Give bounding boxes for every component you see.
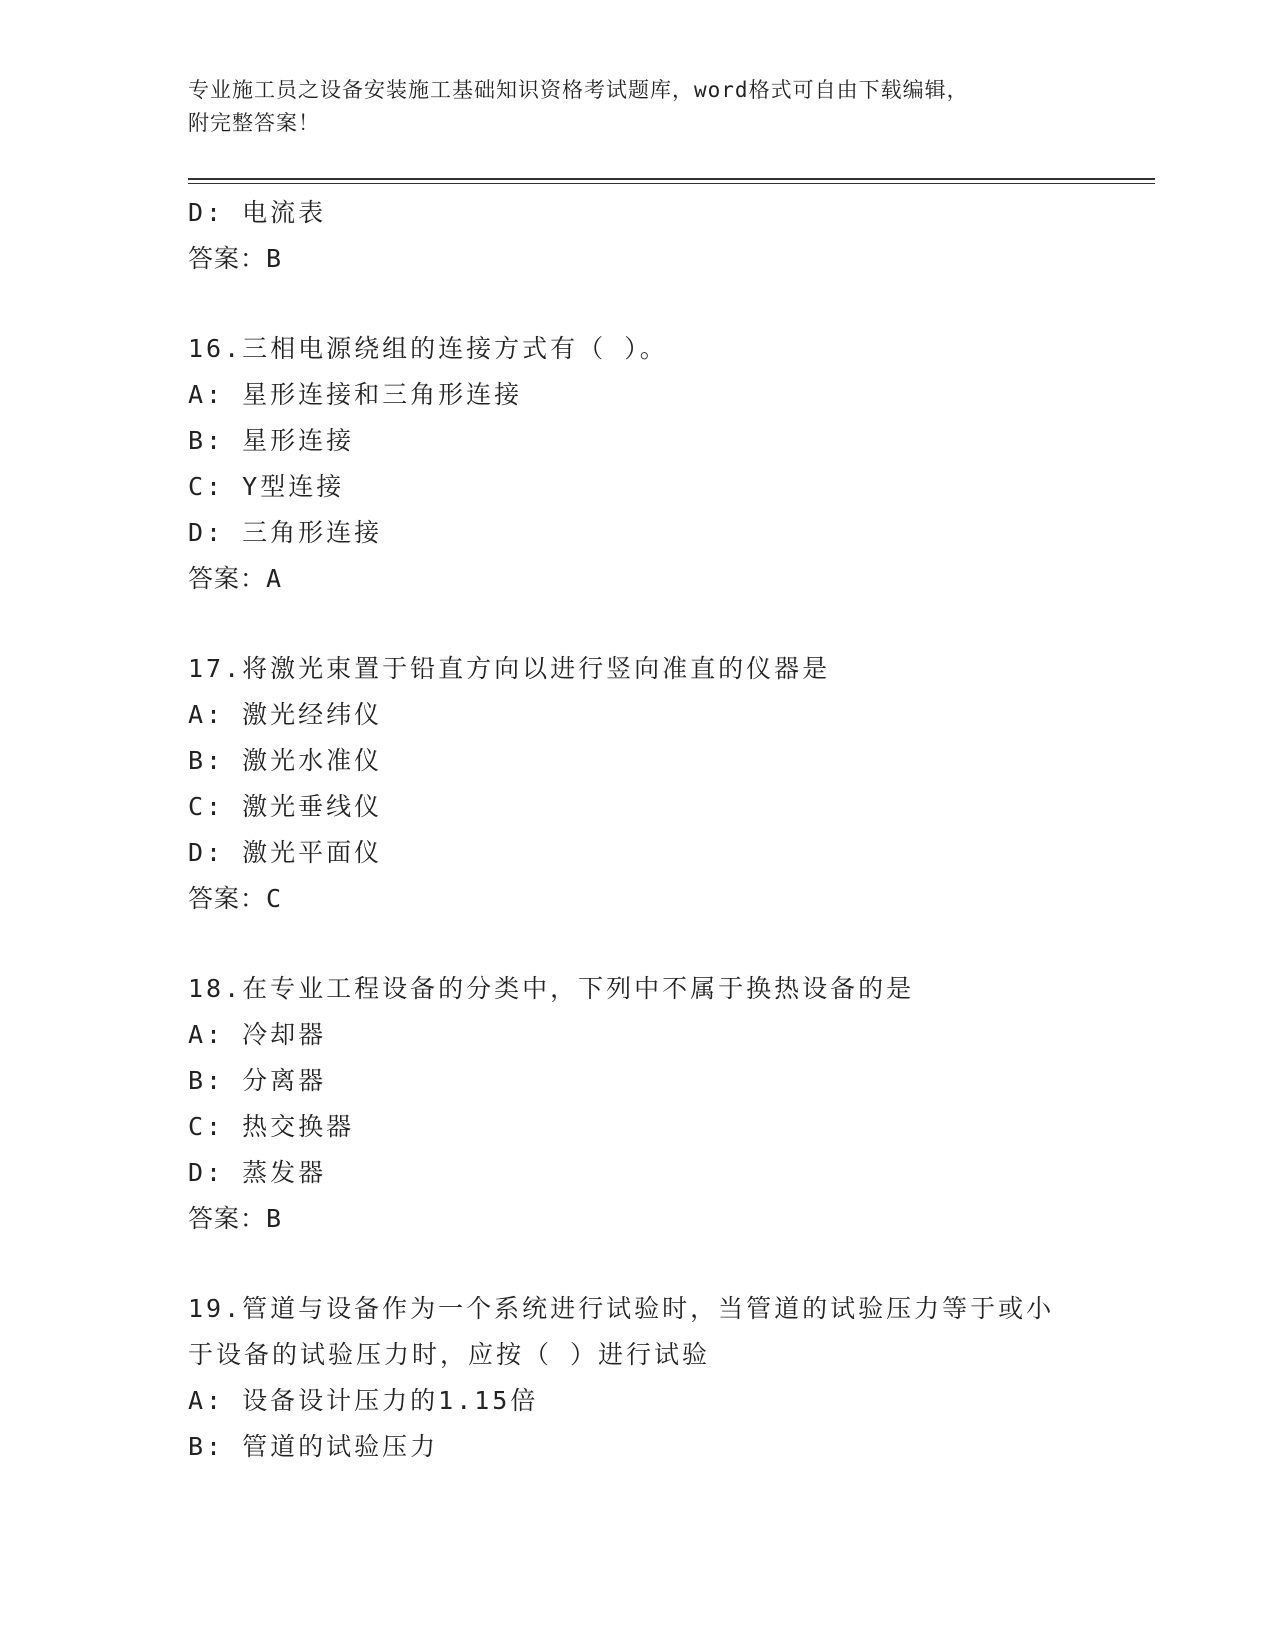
question-text-line-1: 19.管道与设备作为一个系统进行试验时，当管道的试验压力等于或小 bbox=[188, 1294, 1055, 1323]
option-d: D: 三角形连接 bbox=[188, 518, 383, 547]
option-c: C: 激光垂线仪 bbox=[188, 792, 383, 821]
question-18 bbox=[188, 966, 1088, 1242]
option-b: B: 管道的试验压力 bbox=[188, 1432, 439, 1461]
option-c: C: 热交换器 bbox=[188, 1112, 355, 1141]
option-a: A: 冷却器 bbox=[188, 1020, 327, 1049]
option-b: B: 激光水准仪 bbox=[188, 746, 383, 775]
option-a: A: 星形连接和三角形连接 bbox=[188, 380, 523, 409]
option-d: D: 蒸发器 bbox=[188, 1158, 327, 1187]
option-d: D: 电流表 bbox=[188, 198, 327, 227]
question-text: 18.在专业工程设备的分类中，下列中不属于换热设备的是 bbox=[188, 974, 915, 1003]
question-text: 17.将激光束置于铅直方向以进行竖向准直的仪器是 bbox=[188, 654, 831, 683]
option-b: B: 分离器 bbox=[188, 1066, 327, 1095]
answer: 答案：A bbox=[188, 564, 283, 593]
header-divider-thin bbox=[188, 183, 1155, 184]
question-16 bbox=[188, 326, 1088, 602]
question-17 bbox=[188, 646, 1088, 922]
answer: 答案：C bbox=[188, 884, 283, 913]
header-line-1: 专业施工员之设备安装施工基础知识资格考试题库，word格式可自由下载编辑， bbox=[188, 78, 969, 102]
option-c: C: Y型连接 bbox=[188, 472, 345, 501]
question-text: 16.三相电源绕组的连接方式有（ ）。 bbox=[188, 334, 668, 363]
question-19 bbox=[188, 1286, 1088, 1470]
header-line-2: 附完整答案！ bbox=[188, 111, 320, 135]
header-divider-thick bbox=[188, 178, 1155, 180]
document-header bbox=[188, 74, 1108, 140]
option-b: B: 星形连接 bbox=[188, 426, 355, 455]
option-d: D: 激光平面仪 bbox=[188, 838, 383, 867]
option-a: A: 设备设计压力的1.15倍 bbox=[188, 1386, 539, 1415]
question-text-line-2: 于设备的试验压力时，应按（ ）进行试验 bbox=[188, 1340, 711, 1369]
option-a: A: 激光经纬仪 bbox=[188, 700, 383, 729]
answer: 答案：B bbox=[188, 244, 283, 273]
answer: 答案：B bbox=[188, 1204, 283, 1233]
question-content bbox=[188, 190, 1088, 1470]
